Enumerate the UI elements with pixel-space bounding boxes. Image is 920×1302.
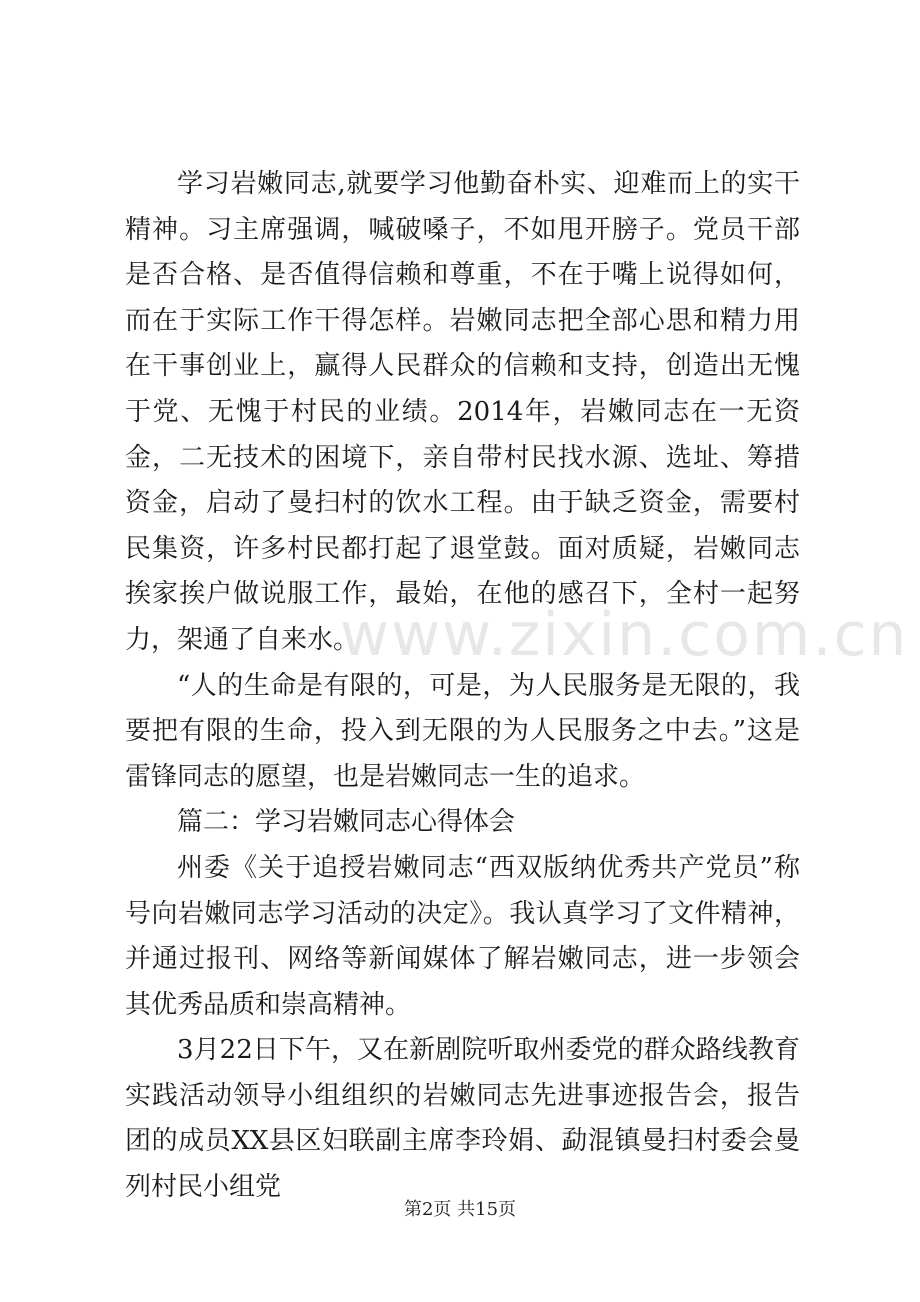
page-footer: 第2页 共15页 (403, 1199, 517, 1220)
paragraph-1: 学习岩嫩同志,就要学习他勤奋朴实、迎难而上的实干精神。习主席强调，喊破嗓子，不如甩开膀子。党员干部是否合格、是否值得信赖和尊重，不在于嘴上说得如何，而在于实际工作干得怎样。岩嫩同志把全部心思和精力用在干事创业上，赢得人民群众的信赖和支持，创造出无愧于党、无愧于村民的业绩。2014年，岩嫩同志在一无资金，二无技术的困境下，亲自带村民找水源、选址、筹措资金，启动了曼扫村的饮水工程。由于缺乏资金，需要村民集资，许多村民都打起了退堂鼓。面对质疑，岩嫩同志挨家挨户做说服工作，最始，在他的感召下，全村一起努力，架通了自来水。 (125, 169, 800, 655)
watermark: www.zixin.com.cn (340, 600, 909, 670)
paragraph-3: 州委《关于追授岩嫩同志“西双版纳优秀共产党员”称号向岩嫩同志学习活动的决定》。我认真学习了文件精神，并通过报刊、网络等新闻媒体了解岩嫩同志，进一步领会其优秀品质和崇高精神。 (125, 852, 800, 1020)
document-body (125, 162, 800, 1211)
paragraph-4: 3月22日下午，又在新剧院听取州委党的群众路线教育实践活动领导小组组织的岩嫩同志先进事迹报告会，报告团的成员XX县区妇联副主席李玲娟、勐混镇曼扫村委会曼列村民小组党 (125, 1035, 800, 1203)
section-heading: 篇二：学习岩嫩同志心得体会 (177, 807, 516, 838)
paragraph-2: “人的生命是有限的，可是，为人民服务是无限的，我要把有限的生命，投入到无限的为人民服务之中去。”这是雷锋同志的愿望，也是岩嫩同志一生的追求。 (125, 670, 800, 792)
